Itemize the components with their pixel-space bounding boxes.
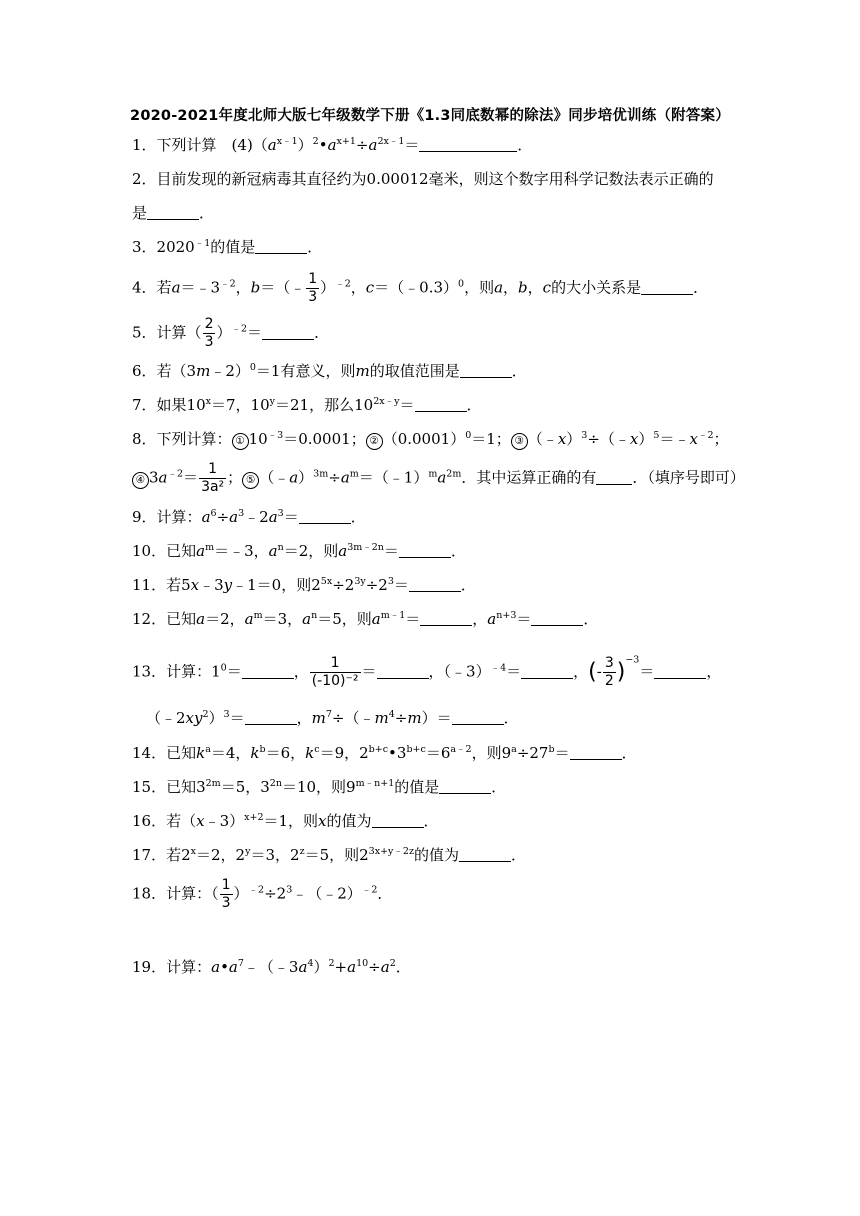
answer-blank[interactable] <box>531 611 583 626</box>
question-16: 16．若（x﹣3）$^{x+2}$＝1，则x的值为 ． <box>132 812 439 830</box>
answer-blank[interactable] <box>570 745 622 760</box>
question-8: 8．下列计算： ① $10^{﹣3}=0.0001$； ② $(0.0001)^0=1$； ③ $(﹣x)^3\div(﹣x)^5=﹣x^{﹣2}$； <box>132 430 729 448</box>
question-4: 4．若$a=﹣3^{﹣2}$，b＝（﹣ $\frac{1}{3}$ ）$^{﹣2}$，c＝（﹣0.3）$^0$，则a，b，c的大小关系是 ． <box>132 271 709 305</box>
question-13-line2: $(﹣2xy^2)^3=$ ，$m^7\div(﹣m^4\div m)=$ ． <box>146 709 519 727</box>
fraction: $\frac{2}{3}$ <box>204 316 214 350</box>
answer-blank[interactable] <box>439 779 491 794</box>
question-1: 1．下列计算 $(4)(a^{x﹣1})^2•a^{x+1}\div a^{2x﹣1}=$ ． <box>132 136 533 154</box>
question-9: 9．计算：$a^6\div a^3﹣2a^3=$ ． <box>132 508 366 526</box>
question-13: 13．计算：$1^0=$ ， $\frac{1}{\text{(-10)⁻²}}$ ＝ ，（﹣3）$^{﹣4}$＝ ，(- $\frac{3}{2}$ )$^{-3}$＝ ， <box>132 654 722 689</box>
question-5: 5．计算（ $\frac{2}{3}$ ）$^{﹣2}$＝ ． <box>132 316 330 350</box>
answer-blank[interactable] <box>147 205 199 220</box>
answer-blank[interactable] <box>521 664 573 679</box>
question-6: 6．若（3m﹣2）$^0$＝1有意义，则m的取值范围是 ． <box>132 362 527 380</box>
fraction: $\frac{1}{\text{(-10)⁻²}}$ <box>311 655 359 689</box>
answer-blank[interactable] <box>409 577 461 592</box>
question-15: 15．已知$3^{2m}=5$，$3^{2n}=10$，则$9^{m﹣n+1}$的值是 ． <box>132 778 507 796</box>
answer-blank[interactable] <box>262 325 314 340</box>
answer-blank[interactable] <box>299 509 351 524</box>
answer-blank[interactable] <box>419 137 517 152</box>
answer-blank[interactable] <box>459 847 511 862</box>
answer-blank[interactable] <box>372 813 424 828</box>
answer-blank[interactable] <box>460 363 512 378</box>
question-8-line2: ④ $3a^{﹣2}=$ $\frac{1}{\text{3a²}}$ ； ⑤ $(﹣a)^{3m}\div a^m=(﹣1)^ma^{2m}$．其中运算正确的有 ．（填序号即可） <box>132 461 745 496</box>
question-11: 11．若5x﹣3y﹣1＝0，则$2^{5x}\div 2^{3y}\div 2^3=$ ． <box>132 576 476 594</box>
question-7: 7．如果$10^x=7$，$10^y=21$，那么$10^{2x﹣y}=$ ． <box>132 396 482 414</box>
answer-blank[interactable] <box>245 710 297 725</box>
question-10: 10．已知$a^m=﹣3$，$a^n=2$，则$a^{3m﹣2n}=$ ． <box>132 542 466 560</box>
fraction: $\frac{1}{3}$ <box>308 271 318 305</box>
question-18: 18．计算：（ $\frac{1}{3}$ ）$^{﹣2}\div 2^3﹣(﹣2)^{﹣2}$． <box>132 877 393 911</box>
question-2-line2: 是 ． <box>132 204 215 222</box>
answer-blank[interactable] <box>399 543 451 558</box>
answer-blank[interactable] <box>377 664 429 679</box>
question-14: 14．已知$k^a=4$，$k^b=6$，$k^c=9$，$2^{b+c}•3^{b+c}=6^{a﹣2}$，则$9^a\div 27^b=$ ． <box>132 744 637 762</box>
fraction: $\frac{3}{2}$ <box>604 655 614 689</box>
answer-blank[interactable] <box>654 664 706 679</box>
answer-blank[interactable] <box>255 239 307 254</box>
answer-blank[interactable] <box>420 611 472 626</box>
question-3: 3．$2020^{﹣1}$的值是 ． <box>132 238 323 256</box>
answer-blank[interactable] <box>452 710 504 725</box>
answer-blank[interactable] <box>415 397 467 412</box>
fraction: $\frac{1}{\text{3a²}}$ <box>201 461 225 495</box>
question-12: 12．已知a＝2，$a^m=3$，$a^n=5$，则$a^{m﹣1}=$ ，$a^{n+3}=$ ． <box>132 610 599 628</box>
page-title: 2020-2021年度北师大版七年级数学下册《1.3同底数幂的除法》同步培优训练（附答案） <box>130 108 730 124</box>
answer-blank[interactable] <box>242 664 294 679</box>
fraction: $\frac{1}{3}$ <box>221 877 231 911</box>
question-19: 19．计算：$a•a^7﹣(﹣3a^4)^2+a^{10}\div a^2$． <box>132 958 411 976</box>
question-17: 17．若$2^x=2$，$2^y=3$，$2^z=5$，则$2^{3x+y﹣2z}$的值为 ． <box>132 846 526 864</box>
question-2: 2．目前发现的新冠病毒其直径约为0.00012毫米，则这个数字用科学记数法表示正确的 <box>132 170 714 188</box>
answer-blank[interactable] <box>596 470 632 485</box>
answer-blank[interactable] <box>641 280 693 295</box>
